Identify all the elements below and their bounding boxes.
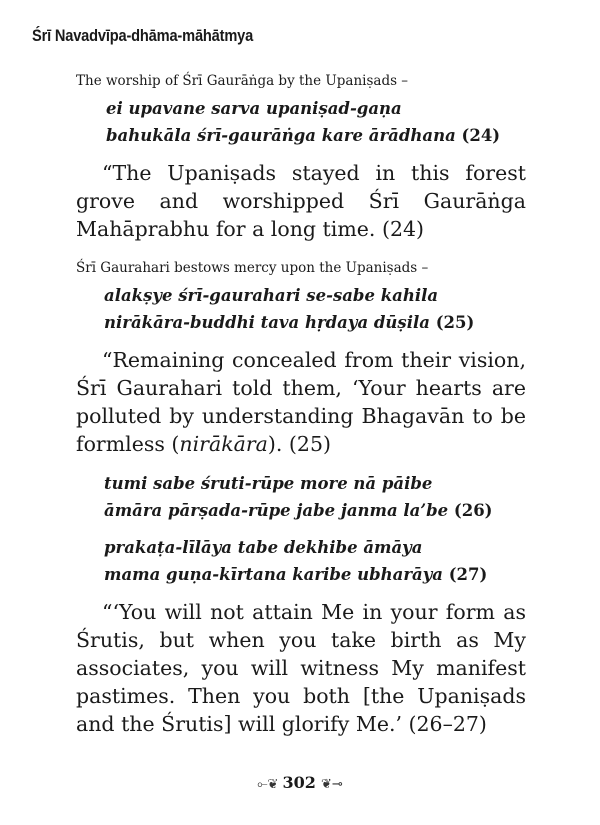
verse-line: prakaṭa-līlāya tabe dekhibe āmāya: [104, 538, 423, 557]
verse-text: āmāra pārṣada-rūpe jabe janma la’be: [104, 501, 449, 520]
verse-line: tumi sabe śruti-rūpe more nā pāibe: [104, 474, 433, 493]
verse-text: mama guṇa-kīrtana karibe ubharāya: [104, 565, 443, 584]
translation-paragraph: [76, 346, 526, 458]
page-footer: [0, 773, 600, 792]
verse-number: (24): [461, 126, 501, 145]
ornament-right-icon: ❦⊸: [320, 777, 343, 792]
page-body: [76, 72, 526, 738]
page-number: 302: [282, 773, 316, 792]
verse-line: [106, 122, 526, 149]
verse-number: (26): [453, 501, 493, 520]
section-heading: Śrī Gaurahari bestows mercy upon the Upaniṣads –: [76, 260, 429, 276]
verse-line: [104, 561, 526, 588]
translation-paragraph: “‘You will not attain Me in your form as Śrutis, but when you take birth as My associates, you will witness My manifest pastimes. Then you both [the Upaniṣads and the Śrutis] will glorify Me.’ (26–27): [76, 600, 526, 736]
running-header: Śrī Navadvīpa-dhāma-māhātmya: [32, 26, 254, 45]
verse-text: bahukāla śrī-gaurāṅga kare ārādhana: [106, 126, 456, 145]
translation-text: ). (25): [267, 432, 331, 456]
translation-paragraph: “The Upaniṣads stayed in this forest grove and worshipped Śrī Gaurāṅga Mahāprabhu for a long time. (24): [76, 161, 526, 241]
verse-number: (27): [448, 565, 488, 584]
section-heading: The worship of Śrī Gaurāṅga by the Upaniṣads –: [76, 73, 409, 89]
translation-text: “Remaining concealed from their vision, Śrī Gaurahari told them, ‘Your hearts are polluted by understanding Bhagavān to be formless (: [76, 348, 526, 456]
verse-line: [104, 497, 526, 524]
translation-italic-term: nirākāra: [179, 432, 268, 456]
verse-number: (25): [435, 313, 475, 332]
verse-line: ei upavane sarva upaniṣad-gaṇa: [106, 99, 402, 118]
verse-line: [104, 309, 526, 336]
verse-line: alakṣye śrī-gaurahari se-sabe kahila: [104, 286, 439, 305]
verse-text: nirākāra-buddhi tava hṛdaya dūṣila: [104, 313, 430, 332]
ornament-left-icon: ⟜❦: [257, 777, 278, 792]
